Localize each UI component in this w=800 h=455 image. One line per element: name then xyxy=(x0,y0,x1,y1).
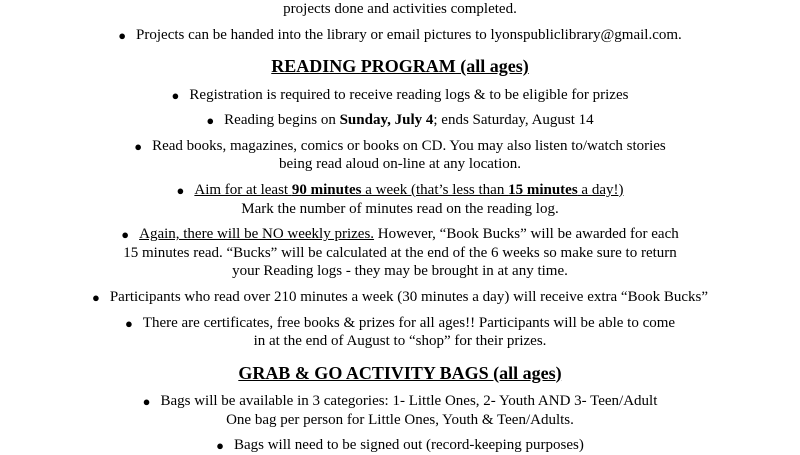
bullet-icon: ● xyxy=(91,289,100,305)
bullet-reading-dates xyxy=(0,111,800,130)
bullet-no-weekly-prizes-seg-1: However, “Book Bucks” will be awarded for each xyxy=(374,226,679,243)
vertical-spacer xyxy=(0,174,800,181)
bullet-no-weekly-prizes xyxy=(0,225,800,244)
partial-line-top: projects done and activities completed. xyxy=(283,1,517,17)
bullet-read-formats xyxy=(0,137,800,156)
vertical-spacer xyxy=(0,429,800,436)
bullet-registration-required xyxy=(0,86,800,105)
document-body xyxy=(0,19,800,455)
bullet-icon: ● xyxy=(118,27,127,43)
vertical-spacer xyxy=(0,307,800,314)
bullet-icon: ● xyxy=(142,394,151,410)
bullet-icon: ● xyxy=(121,227,130,243)
bullet-bag-categories-seg-0: Bags will be available in 3 categories: 1- Little Ones, 2- Youth AND 3- Teen/Adult xyxy=(160,393,658,410)
bullet-icon: ● xyxy=(216,438,224,454)
bullet-bag-categories-continuation-seg-0: One bag per person for Little Ones, Youth & Teen/Adults. xyxy=(226,411,574,428)
bullet-bag-categories xyxy=(0,392,800,411)
bullet-aim-90-minutes-seg-0: Aim for at least xyxy=(194,181,292,198)
bullet-certificates-prizes-seg-0: There are certificates, free books & prizes for all ages!! Participants will be able to come xyxy=(142,314,676,331)
vertical-spacer xyxy=(0,79,800,86)
vertical-spacer xyxy=(0,19,800,26)
bullet-icon: ● xyxy=(124,315,133,331)
bullet-bags-signed-out-seg-0: Bags will need to be signed out (record-keeping purposes) xyxy=(233,437,584,454)
vertical-spacer xyxy=(0,385,800,392)
bullet-reading-dates-seg-1: Sunday, July 4 xyxy=(339,112,434,129)
bullet-aim-90-minutes xyxy=(0,181,800,200)
bullet-registration-required-seg-0: Registration is required to receive reading logs & to be eligible for prizes xyxy=(189,86,629,103)
bullet-icon: ● xyxy=(171,87,180,103)
bullet-no-weekly-prizes-seg-0: Again, there will be NO weekly prizes. xyxy=(139,226,375,243)
bullet-reading-dates-seg-0: Reading begins on xyxy=(224,112,340,129)
bullet-aim-90-minutes-seg-4: a day!) xyxy=(577,181,624,198)
heading-grab-and-go: GRAB & GO ACTIVITY BAGS (all ages) xyxy=(238,362,562,383)
vertical-spacer xyxy=(0,351,800,362)
bullet-extra-book-bucks-seg-0: Participants who read over 210 minutes a week (30 minutes a day) will receive extra “Book Bucks” xyxy=(109,288,708,305)
bullet-icon: ● xyxy=(134,138,143,154)
bullet-aim-90-minutes-seg-3: 15 minutes xyxy=(508,181,578,198)
heading-reading-program: READING PROGRAM (all ages) xyxy=(271,56,529,77)
bullet-extra-book-bucks xyxy=(0,288,800,307)
vertical-spacer xyxy=(0,104,800,111)
bullet-bag-categories-continuation xyxy=(0,411,800,430)
bullet-read-formats-continuation xyxy=(0,155,800,174)
bullet-icon: ● xyxy=(176,183,185,199)
bullet-aim-90-minutes-continuation-seg-0: Mark the number of minutes read on the reading log. xyxy=(241,200,559,217)
bullet-projects-handed-in xyxy=(0,26,800,45)
bullet-bags-signed-out xyxy=(0,436,800,455)
bullet-certificates-prizes-continuation xyxy=(0,332,800,351)
bullet-certificates-prizes-continuation-seg-0: in at the end of August to “shop” for their prizes. xyxy=(253,333,547,350)
bullet-aim-90-minutes-seg-2: a week (that’s less than xyxy=(361,181,509,198)
bullet-read-formats-seg-0: Read books, magazines, comics or books on CD. You may also listen to/watch stories xyxy=(152,137,666,154)
vertical-spacer xyxy=(0,281,800,288)
bullet-icon: ● xyxy=(206,113,215,129)
bullet-read-formats-continuation-seg-0: being read aloud on-line at any location. xyxy=(279,156,521,173)
bullet-reading-dates-seg-2: ; ends Saturday, August 14 xyxy=(433,112,594,129)
bullet-no-weekly-prizes-continuation xyxy=(0,244,800,263)
bullet-no-weekly-prizes-continuation-seg-0: 15 minutes read. “Bucks” will be calculated at the end of the 6 weeks so make sure to return xyxy=(123,244,677,261)
bullet-aim-90-minutes-seg-1: 90 minutes xyxy=(291,181,362,198)
vertical-spacer xyxy=(0,44,800,55)
vertical-spacer xyxy=(0,218,800,225)
bullet-no-weekly-prizes-continuation2 xyxy=(0,262,800,281)
vertical-spacer xyxy=(0,130,800,137)
bullet-no-weekly-prizes-continuation2-seg-0: your Reading logs - they may be brought in at any time. xyxy=(232,263,568,280)
bullet-certificates-prizes xyxy=(0,314,800,333)
bullet-projects-handed-in-seg-0: Projects can be handed into the library or email pictures to lyonspubliclibrary@gmail.com. xyxy=(136,26,682,43)
bullet-aim-90-minutes-continuation xyxy=(0,200,800,219)
